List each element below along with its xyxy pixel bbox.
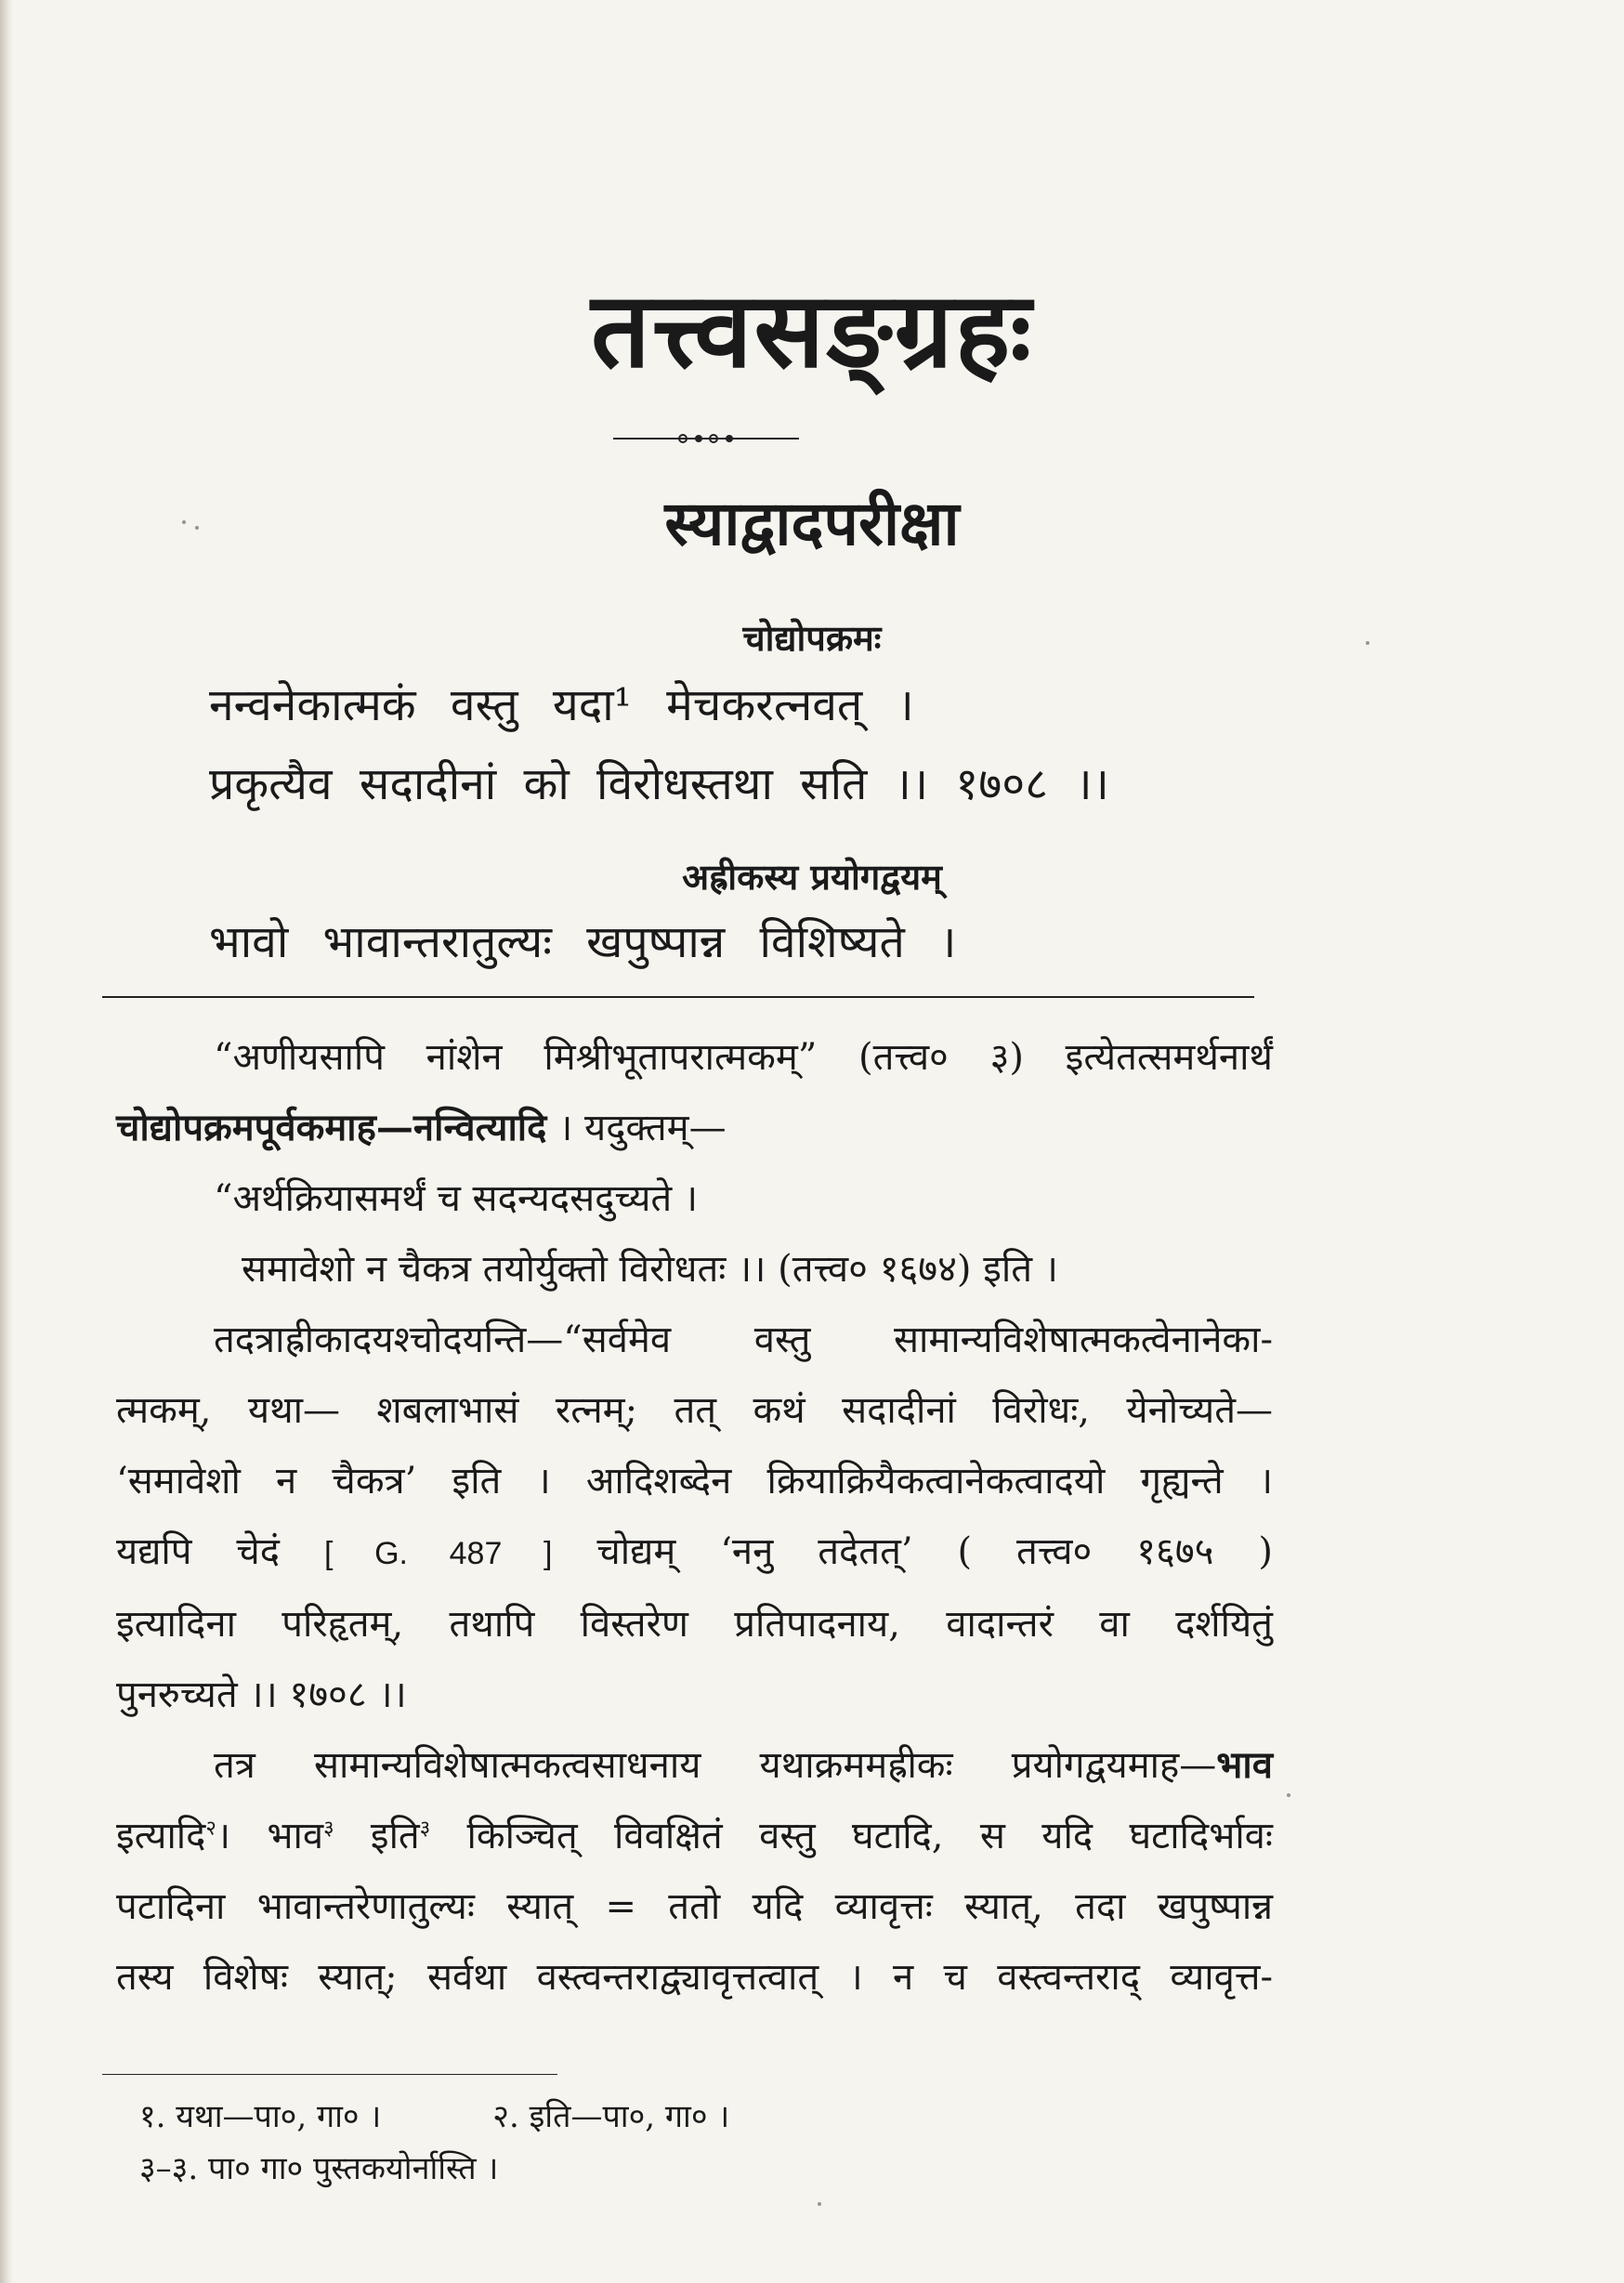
- footnote-marker: ३: [323, 1817, 334, 1841]
- commentary-line: [116, 1516, 1273, 1589]
- commentary-line: ‘समावेशो न चैकत्र’ इति । आदिशब्देन क्रियाक्रियैकत्वानेकत्वादयो गृह्यन्ते ।: [116, 1460, 1273, 1502]
- commentary-line: इत्यादिना परिहृतम्, तथापि विस्तरेण प्रतिपादनाय, वादान्तरं वा दर्शयितुं: [116, 1603, 1273, 1646]
- commentary-body: [116, 1022, 1273, 2013]
- ornament-divider: [613, 432, 799, 445]
- commentary-bold-text: भाव: [1216, 1743, 1273, 1787]
- verse-line-3: भावो भावान्तरातुल्यः खपुष्पान्न विशिष्यते ।: [209, 916, 957, 968]
- footnote-row: [139, 2143, 1068, 2195]
- commentary-text: इत्यादि: [116, 1815, 206, 1857]
- verse-commentary-divider: [102, 996, 1254, 998]
- footnote-3: ३–३. पा० गा० पुस्तकयोर्नास्ति ।: [139, 2150, 499, 2187]
- commentary-text: किञ्चित् विवक्षितं वस्तु घटादि, स यदि घटादिर्भावः: [430, 1815, 1273, 1857]
- commentary-line: त्मकम्, यथा— शबलाभासं रत्नम्; तत् कथं सदादीनां विरोधः, येनोच्यते—: [116, 1389, 1273, 1432]
- scan-speck: [182, 520, 186, 524]
- gos-page-reference: [ G. 487 ]: [323, 1536, 553, 1571]
- scan-speck: [1287, 1793, 1290, 1797]
- scan-speck: [195, 526, 199, 530]
- footnote-marker: ३: [419, 1817, 431, 1841]
- subheading-objection: चोद्योपक्रमः: [742, 617, 882, 659]
- footnote-2: २. इति—पा०, गा० ।: [492, 2098, 730, 2135]
- footnotes: [139, 2091, 1068, 2195]
- commentary-line: तस्य विशेषः स्यात्; सर्वथा वस्त्वन्तराद्व्यावृत्तत्वात् । न च वस्त्वन्तराद् व्यावृत्त-: [116, 1956, 1273, 1999]
- commentary-text: । भाव: [216, 1815, 324, 1857]
- scan-speck: [1366, 641, 1369, 645]
- footnote-marker: २: [205, 1817, 216, 1841]
- commentary-text: चोद्यम् ‘ननु तदेतत्’ ( तत्त्व० १६७५ ): [552, 1530, 1273, 1573]
- footnote-1: १. यथा—पा०, गा० ।: [139, 2098, 382, 2135]
- commentary-line: [116, 1093, 1273, 1163]
- commentary-text: । यदुक्तम्—: [546, 1107, 727, 1149]
- subheading-ahrika: अह्रीकस्य प्रयोगद्वयम्: [682, 856, 942, 898]
- commentary-line: [116, 1730, 1273, 1801]
- book-title: तत्त्वसङ्ग्रहः: [591, 269, 1033, 391]
- footnote-row: [139, 2091, 1068, 2143]
- commentary-text: तत्र सामान्यविशेषात्मकत्वसाधनाय यथाक्रममह्रीकः प्रयोगद्वयमाह—: [214, 1744, 1217, 1787]
- commentary-line: तदत्राह्रीकादयश्चोदयन्ति—“सर्वमेव वस्तु सामान्यविशेषात्मकत्वेनानेका-: [214, 1319, 1273, 1361]
- commentary-line: पटादिना भावान्तरेणातुल्यः स्यात् = ततो यदि व्यावृत्तः स्यात्, तदा खपुष्पान्न: [116, 1885, 1273, 1928]
- commentary-text: इति: [334, 1815, 420, 1857]
- scan-speck: [818, 2202, 821, 2206]
- verse-line-1: नन्वनेकात्मकं वस्तु यदा¹ मेचकरत्नवत् ।: [209, 679, 914, 731]
- quoted-verse-line: “अर्थक्रियासमर्थं च सदन्यदसदुच्यते ।: [214, 1177, 699, 1220]
- commentary-bold-text: चोद्योपक्रमपूर्वकमाह—नन्वित्यादि: [116, 1106, 547, 1149]
- commentary-line: [116, 1801, 1273, 1871]
- commentary-line: पुनरुच्यते ।। १७०८ ।।: [116, 1673, 407, 1716]
- quoted-verse-line: समावेशो न चैकत्र तयोर्युक्तो विरोधतः ।। (तत्त्व० १६७४) इति ।: [242, 1248, 1058, 1291]
- commentary-text: यद्यपि चेदं: [116, 1530, 324, 1573]
- footnote-divider: [102, 2074, 557, 2075]
- verse-line-2: प्रकृत्यैव सदादीनां को विरोधस्तथा सति ।। १७०८ ।।: [209, 758, 1109, 810]
- section-title: स्याद्वादपरीक्षा: [664, 487, 960, 559]
- commentary-line: “अणीयसापि नांशेन मिश्रीभूतापरात्मकम्” (तत्त्व० ३) इत्येतत्समर्थनार्थं: [214, 1036, 1273, 1079]
